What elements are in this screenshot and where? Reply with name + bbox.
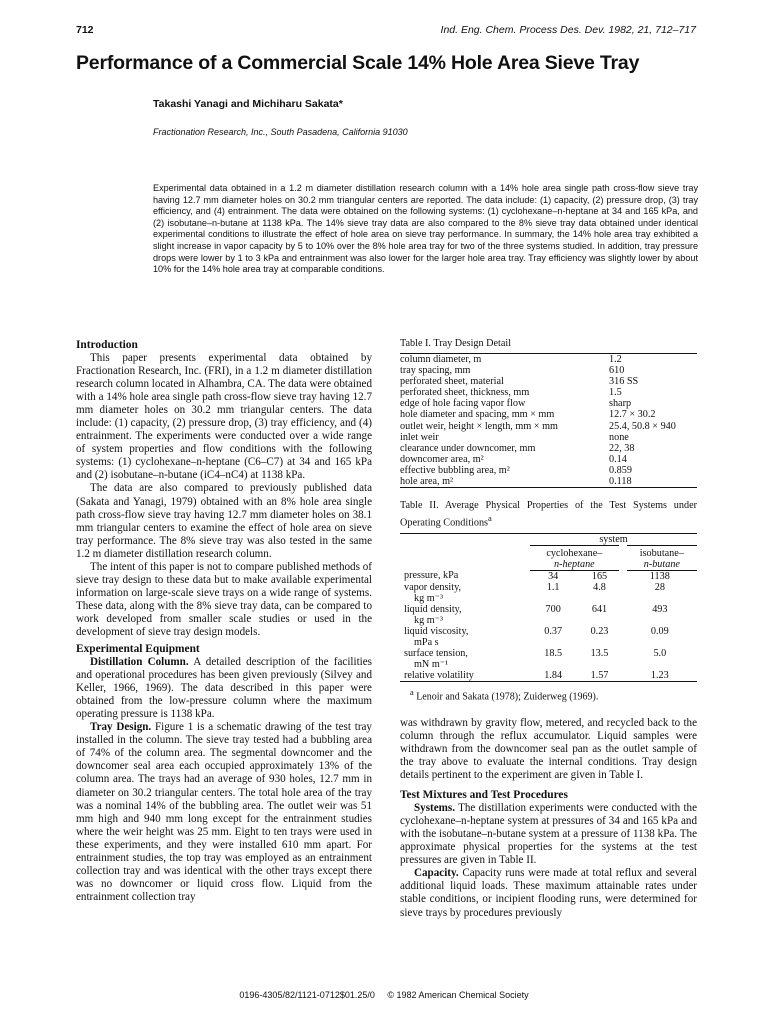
property-name: liquid density, [404, 603, 462, 615]
table2-value: 165 [591, 570, 608, 582]
table1-value: 610 [609, 365, 625, 377]
table1-value: 1.2 [609, 354, 622, 365]
affiliation: Fractionation Research, Inc., South Pasadena, California 91030 [153, 127, 408, 137]
property-unit: mPa s [414, 636, 439, 648]
right-column [400, 338, 697, 920]
table1-value: none [609, 431, 629, 443]
table1-label: tray spacing, mm [400, 365, 471, 377]
table1-label: effective bubbling area, m² [400, 464, 510, 476]
table1-row [400, 421, 697, 432]
table2-property-label [400, 604, 530, 626]
footer-copyright: © 1982 American Chemical Society [387, 990, 529, 1000]
paragraph: The intent of this paper is not to compare published methods of sieve tray design to these data but to make available experimental information on large-scale sieve trays on a wide range of systems. These data, along with the 8% sieve tray data, can be compared to work developed from smaller scale studies or used in the development of sieve tray design models. [76, 560, 372, 638]
table1-row [400, 454, 697, 465]
table1-label: clearance under downcomer, mm [400, 442, 536, 454]
table2-value: 0.09 [650, 625, 669, 637]
col1-header-line1: cyclohexane– [546, 547, 603, 559]
paragraph-text: Figure 1 is a schematic drawing of the test tray installed in the column. The sieve tray tested had a bubbling area of 74% of the column area. The segmental downcomer and the downcomer seal area each occupied approximately 13% of the column area. The trays had an average of 930 holes, 12.7 mm in diameter on 30.2 triangular centers. The total hole area of the tray was a nominal 14% of the bubbling area. The outlet weir was 51 mm high and 940 mm long except for the entrainment studies where the weir height was 25 mm. Eight to ten trays were used in these experiments, and they were installed 610 mm apart. For entrainment studies, the top tray was employed as an entrainment collection tray and was identical with the other trays except there was no downcomer or liquid cross flow. Liquid from the entrainment collection tray [76, 721, 372, 903]
table1-row [400, 476, 697, 488]
paragraph-capacity [400, 867, 697, 919]
table2-property-label [400, 626, 530, 648]
table2-value: 0.23 [590, 625, 609, 637]
table2-value: 5.0 [653, 647, 667, 659]
table1-label: inlet weir [400, 431, 439, 443]
authors: Takashi Yanagi and Michiharu Sakata* [153, 98, 343, 110]
paragraph: This paper presents experimental data obtained by Fractionation Research, Inc. (FRI), in a 1.2 m diameter distillation research column located in Alhambra, CA. The data were obtained with a 14% hole area single path cross-flow sieve tray having 12.7 mm diameter holes on 30.2 mm triangular centers. The data include: (1) capacity, (2) pressure drop, (3) tray efficiency, and (4) entrainment. The experiments were conducted over a wide range of system properties and flow conditions with the following systems: (1) cyclohexane–n-heptane (C6–C7) at 34 and 165 kPa and (2) isobutane–n-butane (iC4–nC4) at 1138 kPa. [76, 352, 372, 482]
property-name: relative volatility [404, 669, 474, 681]
table2-col2-header [623, 545, 697, 570]
table2-value: 13.5 [590, 647, 609, 659]
page-footer [0, 990, 768, 1000]
left-column [76, 338, 372, 904]
table1-value: sharp [609, 398, 632, 410]
table1-caption: Table I. Tray Design Detail [400, 338, 512, 349]
footer-code: 0196-4305/82/1121-0712$01.25/0 [239, 990, 375, 1000]
footnote-text: Lenoir and Sakata (1978); Zuiderweg (1969). [416, 690, 599, 702]
table1-row [400, 387, 697, 398]
table2-value: 493 [652, 603, 668, 615]
table2-property-label [400, 648, 530, 670]
table2-value: 28 [654, 581, 665, 593]
table1-value: 1.5 [609, 387, 622, 399]
table2-value: 1.57 [590, 669, 609, 681]
runin-heading: Capacity. [414, 867, 459, 880]
table1-value: 0.118 [609, 476, 632, 488]
table2-row [400, 648, 697, 670]
property-name: liquid viscosity, [404, 625, 469, 637]
table1-label: outlet weir, height × length, mm × mm [400, 420, 558, 432]
property-name: pressure, kPa [404, 570, 459, 582]
table2-row [400, 570, 697, 582]
table1-tray-design [400, 353, 697, 488]
table2-footnote [410, 686, 697, 703]
table1-label: edge of hole facing vapor flow [400, 398, 526, 410]
table2-value: 4.8 [593, 581, 606, 593]
table2-value: 700 [545, 603, 561, 615]
paragraph-text: A detailed description of the facilities and operational procedures has been given previously (Silvey and Keller, 1966, 1969). The data described in this paper were obtained from the low-pressure column where the maximum operating pressure is 1138 kPa. [76, 656, 372, 721]
page-number: 712 [76, 24, 94, 36]
table2-value: 1.1 [546, 581, 560, 593]
table2-value: 641 [591, 603, 608, 615]
col2-header-line1: isobutane– [639, 547, 684, 559]
table2-value: 1.84 [544, 669, 563, 681]
section-heading-introduction: Introduction [76, 339, 138, 351]
paragraph-text: The distillation experiments were conducted with the cyclohexane–n-heptane system at pressures of 34 and 165 kPa and with the isobutane–n-butane system at a pressure of 1138 kPa. The approximate physical properties for the systems at the test pressures are given in Table II. [400, 802, 698, 867]
runin-heading: Tray Design. [90, 721, 152, 734]
journal-citation: Ind. Eng. Chem. Process Des. Dev. 1982, 21, 712–717 [440, 24, 696, 36]
table1-row [400, 376, 697, 387]
system-header-text: system [599, 533, 628, 545]
footnote-marker: a [488, 513, 492, 524]
runin-heading: Distillation Column. [90, 656, 189, 669]
paragraph-systems [400, 802, 697, 867]
table2-value: 34 [548, 570, 559, 582]
paper-title: Performance of a Commercial Scale 14% Hole Area Sieve Tray [76, 52, 640, 74]
paragraph: was withdrawn by gravity flow, metered, and recycled back to the column through the reflux accumulator. Liquid samples were withdrawn from the downcomer seal pan as the outlet sample of the tray above to evaluate the internal conditions. Tray design details pertinent to the experiment are given in Table I. [400, 716, 697, 782]
property-unit: mN m⁻¹ [414, 658, 449, 670]
table2-system-header [530, 533, 697, 545]
table1-value: 12.7 × 30.2 [609, 409, 656, 421]
section-heading-test-mixtures: Test Mixtures and Test Procedures [400, 789, 568, 802]
table1-label: column diameter, m [400, 354, 482, 365]
table2-value: 1138 [649, 570, 670, 582]
paragraph: The data are also compared to previously published data (Sakata and Yanagi, 1979) obtained with an 8% hole area single path cross-flow sieve tray having 12.7 mm diameter holes on 38.1 mm triangular centers to examine the effect of hole area on sieve tray performance. The 8% sieve tray was also tested in the same 1.2 m diameter distillation research column. [76, 482, 372, 560]
table1-row [400, 432, 697, 443]
table2-caption-text: Table II. Average Physical Properties of the Test Systems under Operating Conditions [400, 500, 697, 529]
table2-value: 1.23 [650, 669, 669, 681]
table2-caption [400, 500, 697, 529]
table1-label: perforated sheet, thickness, mm [400, 387, 530, 399]
table2-property-label [400, 570, 530, 582]
table1-value: 0.859 [609, 464, 632, 476]
table1-row [400, 365, 697, 376]
paragraph-text: Capacity runs were made at total reflux and several additional liquid loads. These maximum attainable rates under stable conditions, or incipient flooding runs, were determined for sieve trays by procedures previously [400, 867, 697, 919]
table2-property-label [400, 670, 530, 682]
table1-row [400, 409, 697, 420]
table1-label: downcomer area, m² [400, 453, 484, 465]
table1-value: 0.14 [609, 453, 627, 465]
footnote-marker: a [410, 687, 414, 697]
paragraph-distillation-column [76, 656, 372, 721]
table1-label: hole area, m² [400, 476, 454, 488]
property-name: surface tension, [404, 647, 468, 659]
table2-value: 0.37 [544, 625, 563, 637]
table2-row [400, 582, 697, 604]
table2-col1-header [530, 545, 623, 570]
table1-row [400, 398, 697, 409]
table2-row [400, 626, 697, 648]
table2-value: 18.5 [544, 647, 563, 659]
property-unit: kg m⁻³ [414, 614, 444, 626]
table2-row [400, 604, 697, 626]
table1-value: 22, 38 [609, 442, 635, 454]
paragraph-tray-design [76, 721, 372, 904]
table2-physical-properties [400, 533, 697, 682]
abstract: Experimental data obtained in a 1.2 m diameter distillation research column with a 14% hole area single path cross-flow sieve tray having 12.7 mm diameter holes on 30.2 mm triangular centers are reported. The data include: (1) capacity, (2) pressure drop, (3) tray efficiency, and (4) entrainment. The data were obtained on the following systems: (1) cyclohexane–n-heptane at 34 and 165 kPa, and (2) isobutane–n-butane at 1138 kPa. The 14% sieve tray data are also compared to the 8% sieve tray data obtained under identical experimental conditions to illustrate the effect of hole area on sieve tray performance. In summary, the 14% hole area tray exhibited a slight increase in vapor capacity by 5 to 10% over the 8% hole area tray for two of the three systems studied. In addition, tray pressure drops were lower by 1 to 3 kPa and entrainment was also lower for the larger hole area tray. Tray efficiency was slightly lower by about 10% for the 14% hole area tray at comparable conditions. [153, 183, 698, 275]
col1-header-line2: n-heptane [553, 558, 595, 570]
table1-row [400, 354, 697, 366]
section-heading-equipment: Experimental Equipment [76, 643, 200, 656]
col2-header-line2: n-butane [643, 558, 680, 570]
table1-label: perforated sheet, material [400, 376, 504, 388]
table1-label: hole diameter and spacing, mm × mm [400, 409, 555, 421]
property-unit: kg m⁻³ [414, 592, 444, 604]
table2-property-label [400, 582, 530, 604]
table2-row [400, 670, 697, 682]
running-header [76, 24, 696, 38]
runin-heading: Systems. [414, 802, 455, 815]
table1-row [400, 465, 697, 476]
table1-value: 25.4, 50.8 × 940 [609, 420, 676, 432]
table1-row [400, 443, 697, 454]
property-name: vapor density, [404, 581, 462, 593]
table1-value: 316 SS [609, 376, 639, 388]
